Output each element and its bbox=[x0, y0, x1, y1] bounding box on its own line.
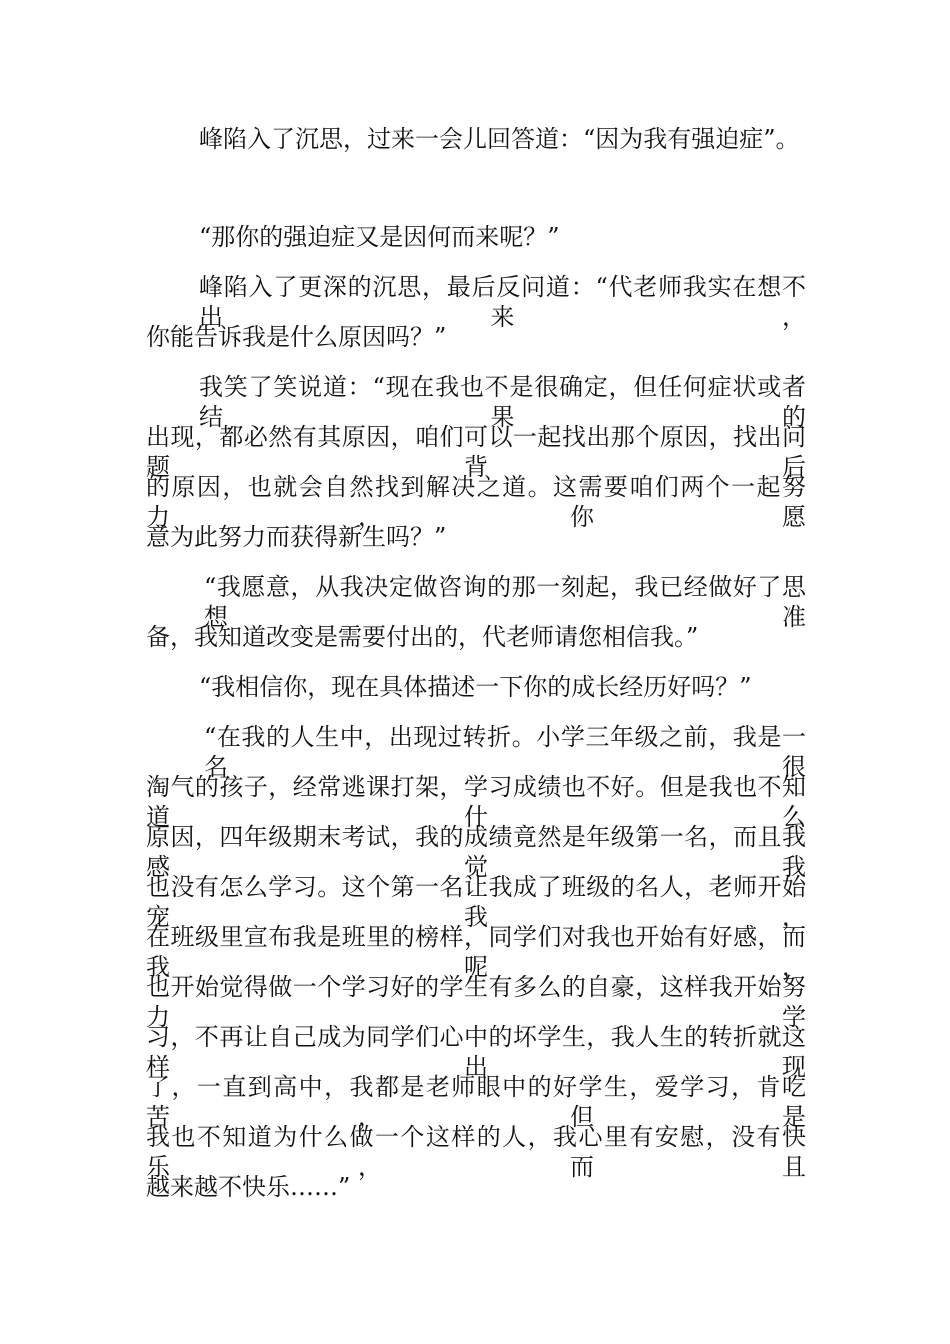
text-line: 意为此努力而获得新生吗？” bbox=[146, 523, 447, 551]
text-line: 峰陷入了更深的沉思，最后反问道：“代老师我实在想不出来， bbox=[199, 273, 806, 331]
text-line: 峰陷入了沉思，过来一会儿回答道：“因为我有强迫症”。 bbox=[199, 125, 800, 153]
text-line: “在我的人生中，出现过转折。小学三年级之前，我是一名很 bbox=[204, 723, 806, 781]
text-line: 了，一直到高中，我都是老师眼中的好学生，爱学习，肯吃苦，但是 bbox=[146, 1073, 806, 1131]
text-line: 你能告诉我是什么原因吗？” bbox=[146, 323, 447, 351]
text-line: 的原因，也就会自然找到解决之道。这需要咱们两个一起努力，你愿 bbox=[146, 473, 806, 531]
text-line: 越来越不快乐……” bbox=[146, 1173, 351, 1201]
text-line: “我愿意，从我决定做咨询的那一刻起，我已经做好了思想准 bbox=[204, 573, 806, 631]
text-line: 淘气的孩子，经常逃课打架，学习成绩也不好。但是我也不知道什么 bbox=[146, 773, 806, 831]
text-line: 在班级里宣布我是班里的榜样，同学们对我也开始有好感，而我呢， bbox=[146, 923, 806, 981]
text-line: 也没有怎么学习。这个第一名让我成了班级的名人，老师开始宠我， bbox=[146, 873, 806, 931]
text-line: 我也不知道为什么做一个这样的人，我心里有安慰，没有快乐，而且 bbox=[146, 1123, 806, 1181]
text-line: 我笑了笑说道：“现在我也不是很确定，但任何症状或者结果的 bbox=[199, 373, 806, 431]
text-line: 备，我知道改变是需要付出的，代老师请您相信我。” bbox=[146, 623, 699, 651]
text-line: 出现，都必然有其原因，咱们可以一起找出那个原因，找出问题背后 bbox=[146, 423, 806, 481]
text-line: 习，不再让自己成为同学们心中的坏学生，我人生的转折就这样出现 bbox=[146, 1023, 806, 1081]
text-line: 也开始觉得做一个学习好的学生有多么的自豪，这样我开始努力学 bbox=[146, 973, 806, 1031]
text-line: “我相信你，现在具体描述一下你的成长经历好吗？” bbox=[199, 673, 752, 701]
text-line: “那你的强迫症又是因何而来呢？” bbox=[199, 223, 560, 251]
text-line: 原因，四年级期末考试，我的成绩竟然是年级第一名，而且我感觉我 bbox=[146, 823, 806, 881]
